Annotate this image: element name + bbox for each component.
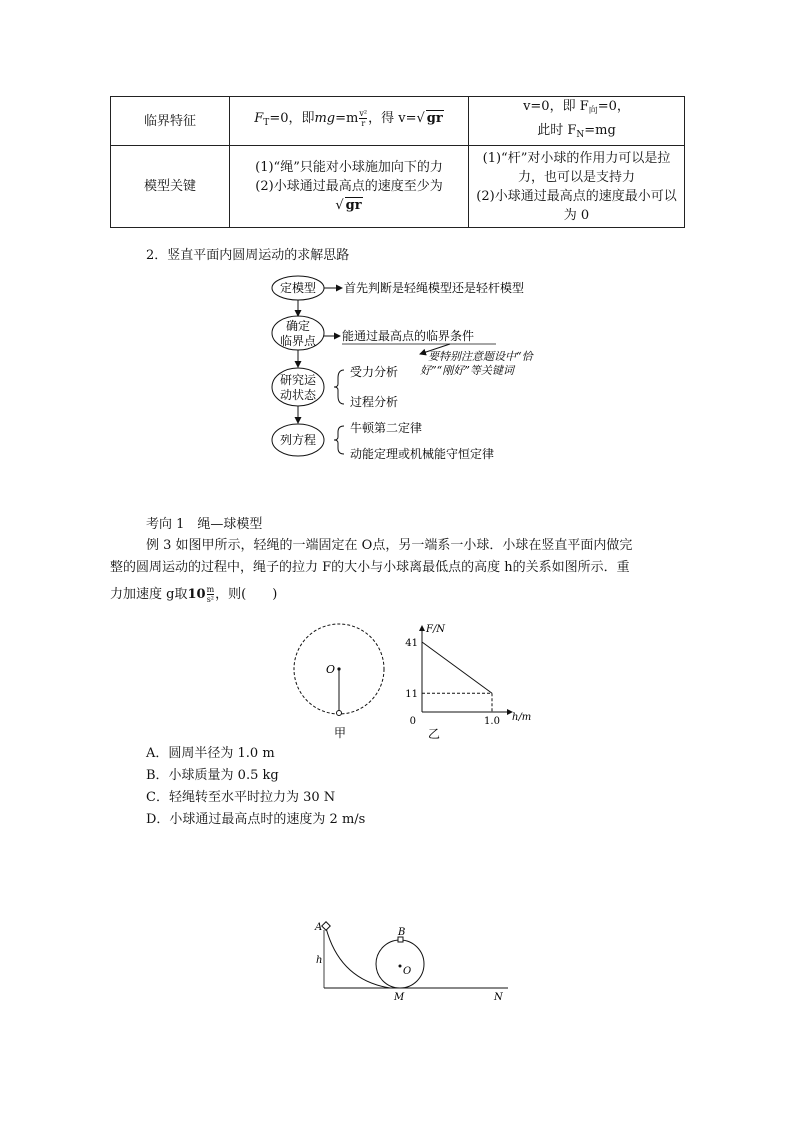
flow-node-motion-desc: 过程分析 [350, 395, 399, 409]
point-b-label: B [398, 927, 406, 938]
rope-critical-cell: $F_T=0$，即mg=m $\frac{\text{v²}}{r}$ ，得 v=√ gr [230, 97, 469, 146]
track-figure [310, 920, 520, 1004]
origin-label: 0 [409, 716, 416, 727]
point-m-label: M [394, 992, 405, 1003]
option-b: B．小球质量为 0.5 kg [146, 768, 279, 783]
rod-critical-cell: v=0，即 $F_向=0$， 此时 $F_N=mg$ [469, 97, 685, 146]
flow-node-model-label: 定模型 [279, 281, 317, 295]
unit-fraction: $\frac{m}{\text{s²}}$ [206, 585, 215, 604]
flow-note: 要特别注意题设中“恰 [428, 350, 533, 363]
flow-node-critical-desc: 能通过最高点的临界条件 [342, 329, 475, 343]
table-row [111, 146, 685, 228]
brace [334, 370, 344, 404]
flow-node-critical-label: 确定 [285, 319, 311, 333]
flow-node-model-desc: 首先判断是轻绳模型还是轻杆模型 [344, 281, 525, 295]
flow-node-motion-label: 研究运 [279, 373, 317, 387]
option-d: D．小球通过最高点时的速度为 2 m/s [146, 812, 366, 827]
row-label-key: 模型关键 [111, 146, 230, 228]
center-label: O [403, 966, 412, 977]
row-label-critical: 临界特征 [111, 97, 230, 146]
solution-flow-diagram [260, 270, 560, 470]
table-row [111, 97, 685, 146]
series-line [422, 642, 492, 693]
flow-node-equation-desc: 牛顿第二定律 [350, 421, 423, 435]
option-a: A．圆周半径为 1.0 m [146, 746, 275, 761]
y-tick-label: 11 [405, 689, 418, 701]
block-a [322, 922, 330, 930]
center-label: O [326, 663, 336, 676]
example-line: 整的圆周运动的过程中，绳子的拉力 F的大小与小球离最低点的高度 h的关系如图所示．重 [110, 560, 630, 575]
rope-key-cell: (1)“绳”只能对小球施加向下的力 (2)小球通过最高点的速度至少为 √ gr [230, 146, 469, 228]
flow-node-equation-desc: 动能定理或机械能守恒定律 [350, 447, 495, 461]
figure-jia [286, 622, 386, 740]
circular-track [376, 940, 424, 988]
point-a-label: A [315, 922, 323, 933]
flow-node-critical-label: 临界点 [279, 334, 317, 348]
figure-yi-chart [402, 620, 542, 742]
subtopic-heading: 考向 1 绳—球模型 [146, 517, 263, 532]
y-axis-label: F/N [426, 624, 446, 635]
option-c: C．轻绳转至水平时拉力为 30 N [146, 790, 336, 805]
example-line: 例 3 如图甲所示，轻绳的一端固定在 O点，另一端系一小球．小球在竖直平面内做完 [146, 538, 633, 553]
height-label: h [316, 955, 323, 966]
example-line: 力加速度 g取10 $\frac{m}{\text{s²}}$ ，则( ) [110, 585, 278, 604]
curved-track [326, 928, 390, 988]
flow-node-equation-label: 列方程 [279, 433, 317, 447]
y-tick-label: 41 [405, 638, 418, 649]
rod-key-cell: (1)“杆”对小球的作用力可以是拉 力，也可以是支持力 (2)小球通过最高点的速度最小可以 为 0 [469, 146, 685, 228]
figure-caption: 甲 [334, 726, 347, 740]
x-tick-label: 1.0 [484, 716, 500, 727]
ball [337, 711, 342, 716]
x-axis-label: h/m [512, 712, 532, 723]
section-heading: 2．竖直平面内圆周运动的求解思路 [146, 248, 350, 263]
figure-caption: 乙 [428, 727, 441, 741]
v2-over-r-fraction: $\frac{\text{v²}}{r}$ [359, 109, 368, 128]
flow-node-motion-label: 动状态 [279, 388, 317, 402]
flow-note: 好”“刚好”等关键词 [420, 364, 514, 377]
model-comparison-table [110, 96, 685, 228]
circle-center [399, 965, 402, 968]
point-n-label: N [494, 992, 503, 1003]
brace [334, 426, 344, 454]
flow-node-motion-desc: 受力分析 [350, 365, 399, 379]
